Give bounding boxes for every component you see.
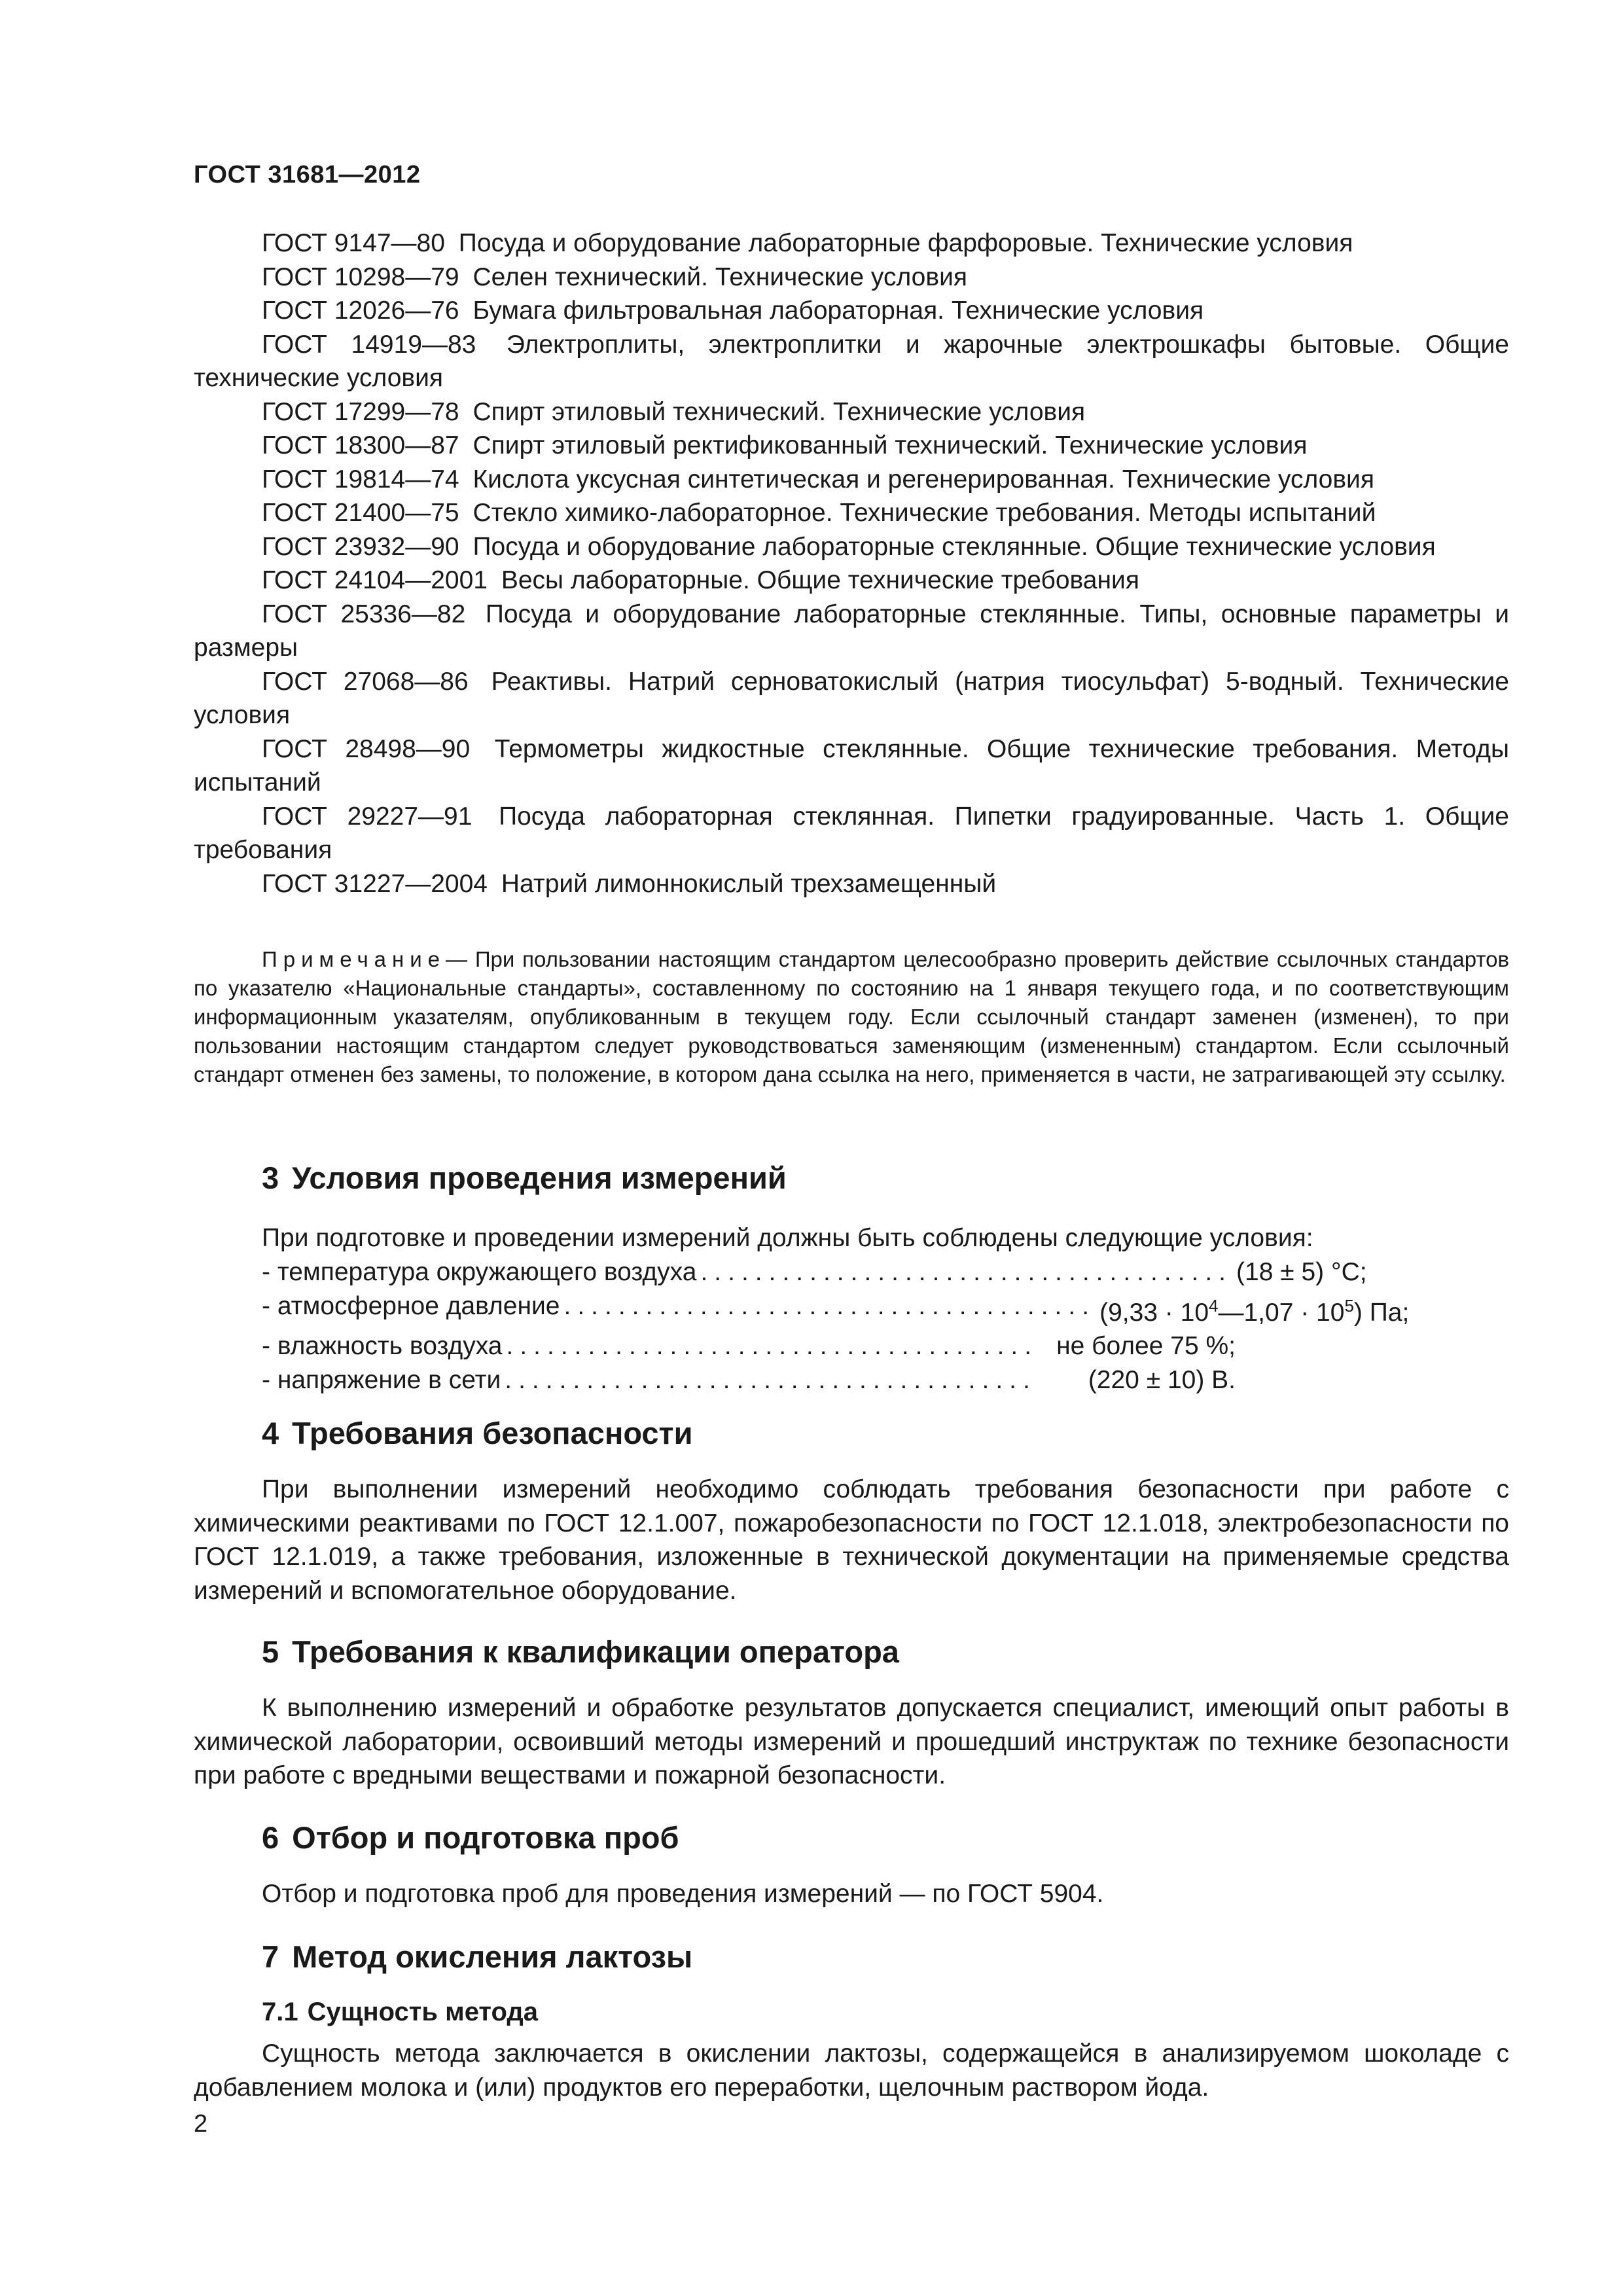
- condition-row: [262, 1289, 1410, 1330]
- section-7-heading: [262, 1939, 692, 1975]
- condition-row: [262, 1255, 1367, 1289]
- reference-code: ГОСТ 19814—74: [262, 465, 459, 493]
- reference-code: ГОСТ 24104—2001: [262, 566, 488, 594]
- reference-item: [194, 226, 1509, 260]
- condition-label: - атмосферное давление: [262, 1291, 560, 1320]
- reference-title: Кислота уксусная синтетическая и регенерированная. Технические условия: [473, 465, 1374, 493]
- reference-item: [194, 530, 1509, 564]
- reference-item: [194, 328, 1509, 395]
- normative-references-list: [194, 226, 1509, 901]
- leader-dots: .......................................: [506, 1332, 1039, 1360]
- reference-item: [194, 496, 1509, 530]
- reference-item: [194, 463, 1509, 497]
- reference-code: ГОСТ 23932—90: [262, 532, 459, 561]
- subsection-7-1-heading: [262, 1998, 538, 2027]
- reference-title: Спирт этиловый технический. Технические условия: [473, 397, 1086, 426]
- reference-item: [194, 867, 1509, 901]
- section-number: 5: [262, 1634, 279, 1669]
- section-3-heading: [262, 1160, 787, 1196]
- section-4-text: При выполнении измерений необходимо соблюдать требования безопасности при работе с химическими реактивами по ГОСТ 12.1.007, пожаробезопасности по ГОСТ 12.1.018, электробезопасности по ГОСТ 12.1.019, а также требования, изложенные в технической документации на применяемые средства измерений и вспомогательное оборудование.: [194, 1475, 1509, 1605]
- references-note: [194, 945, 1509, 1089]
- reference-title: Посуда и оборудование лабораторные фарфоровые. Технические условия: [458, 229, 1353, 257]
- section-number: 7: [262, 1939, 279, 1974]
- reference-title: Стекло химико-лабораторное. Технические требования. Методы испытаний: [473, 499, 1376, 527]
- reference-item: [194, 395, 1509, 429]
- section-title: Метод окисления лактозы: [292, 1939, 693, 1974]
- reference-title: Посуда и оборудование лабораторные стеклянные. Общие технические условия: [473, 532, 1436, 561]
- reference-item: [194, 732, 1509, 800]
- reference-code: ГОСТ 29227—91: [262, 802, 473, 831]
- section-7-1-text: Сущность метода заключается в окислении лактозы, содержащейся в анализируемом шоколаде с добавлением молока и (или) продуктов его переработки, щелочным раствором йода.: [194, 2039, 1509, 2102]
- reference-title: Спирт этиловый ректификованный технический. Технические условия: [473, 431, 1308, 459]
- section-6-heading: [262, 1820, 679, 1856]
- reference-title: Весы лабораторные. Общие технические требования: [501, 566, 1139, 594]
- reference-title: Посуда и оборудование лабораторные стеклянные. Типы, основные параметры и размеры: [194, 600, 1509, 662]
- reference-code: ГОСТ 17299—78: [262, 397, 459, 426]
- condition-row: [262, 1363, 1236, 1397]
- note-label: Примечание: [262, 947, 446, 971]
- section-3-intro: При подготовке и проведении измерений должны быть соблюдены следующие условия:: [262, 1224, 1313, 1252]
- condition-value: (220 ± 10) В.: [1088, 1365, 1236, 1394]
- leader-dots: .......................................: [700, 1258, 1233, 1286]
- leader-dots: .......................................: [505, 1365, 1037, 1394]
- reference-item: [194, 564, 1509, 598]
- condition-value: не более 75 %;: [1056, 1332, 1236, 1360]
- reference-code: ГОСТ 18300—87: [262, 431, 459, 459]
- reference-code: ГОСТ 12026—76: [262, 296, 459, 325]
- reference-title: Реактивы. Натрий серноватокислый (натрия тиосульфат) 5-водный. Технические условия: [194, 667, 1509, 729]
- page-number: 2: [194, 2110, 208, 2138]
- subsection-number: 7.1: [262, 1998, 298, 2026]
- reference-title: Бумага фильтровальная лабораторная. Технические условия: [473, 296, 1204, 325]
- reference-title: Натрий лимоннокислый трехзамещенный: [501, 869, 997, 898]
- reference-code: ГОСТ 28498—90: [262, 734, 471, 763]
- reference-title: Электроплиты, электроплитки и жарочные электрошкафы бытовые. Общие технические условия: [194, 330, 1509, 392]
- reference-item: [194, 598, 1509, 665]
- reference-code: ГОСТ 21400—75: [262, 499, 459, 527]
- section-number: 6: [262, 1820, 279, 1855]
- section-title: Требования к квалификации оператора: [292, 1634, 899, 1669]
- condition-label: - влажность воздуха: [262, 1332, 503, 1360]
- reference-item: [194, 429, 1509, 463]
- reference-code: ГОСТ 27068—86: [262, 667, 469, 696]
- reference-item: [194, 294, 1509, 328]
- section-number: 3: [262, 1160, 279, 1195]
- section-5-heading: [262, 1634, 899, 1670]
- reference-title: Посуда лабораторная стеклянная. Пипетки градуированные. Часть 1. Общие требования: [194, 802, 1509, 864]
- condition-label: - напряжение в сети: [262, 1365, 501, 1394]
- condition-label: - температура окружающего воздуха: [262, 1258, 697, 1286]
- reference-item: [194, 260, 1509, 295]
- reference-code: ГОСТ 25336—82: [262, 600, 466, 628]
- section-5-text: К выполнению измерений и обработке результатов допускается специалист, имеющий опыт работы в химической лаборатории, освоивший методы измерений и прошедший инструктаж по технике безопасности при работе с вредными веществами и пожарной безопасности.: [194, 1694, 1509, 1789]
- reference-code: ГОСТ 10298—79: [262, 262, 459, 291]
- subsection-title: Сущность метода: [307, 1998, 539, 2026]
- conditions-list: [262, 1255, 1410, 1397]
- section-number: 4: [262, 1416, 279, 1450]
- condition-value: $(9,33 \cdot 10^4—1,07 \cdot 10^5)$ Па;: [1099, 1295, 1410, 1327]
- reference-item: [194, 665, 1509, 732]
- reference-title: Селен технический. Технические условия: [473, 262, 967, 291]
- document-header: ГОСТ 31681—2012: [194, 161, 421, 188]
- section-title: Условия проведения измерений: [292, 1160, 787, 1195]
- condition-value: (18 ± 5) °С;: [1236, 1258, 1367, 1286]
- condition-row: [262, 1329, 1236, 1363]
- reference-title: Термометры жидкостные стеклянные. Общие технические требования. Методы испытаний: [194, 734, 1509, 797]
- note-text: — При пользовании настоящим стандартом целесообразно проверить действие ссылочных стандартов по указателю «Национальные стандарты», составленному по состоянию на 1 января текущего года, и по соответствующим информационным указателям, опубликованным в текущем году. Если ссылочный стандарт заменен (изменен), то при пользовании настоящим стандартом следует руководствоваться заменяющим (измененным) стандартом. Если ссылочный стандарт отменен без замены, то положение, в котором дана ссылка на него, применяется в части, не затрагивающей эту ссылку.: [194, 947, 1509, 1086]
- reference-code: ГОСТ 14919—83: [262, 330, 476, 359]
- section-title: Отбор и подготовка проб: [292, 1820, 679, 1855]
- section-6-text: Отбор и подготовка проб для проведения измерений — по ГОСТ 5904.: [262, 1880, 1104, 1908]
- reference-code: ГОСТ 9147—80: [262, 229, 445, 257]
- reference-code: ГОСТ 31227—2004: [262, 869, 488, 898]
- leader-dots: .......................................: [563, 1291, 1096, 1320]
- reference-item: [194, 800, 1509, 867]
- section-title: Требования безопасности: [292, 1416, 693, 1450]
- section-4-heading: [262, 1415, 692, 1451]
